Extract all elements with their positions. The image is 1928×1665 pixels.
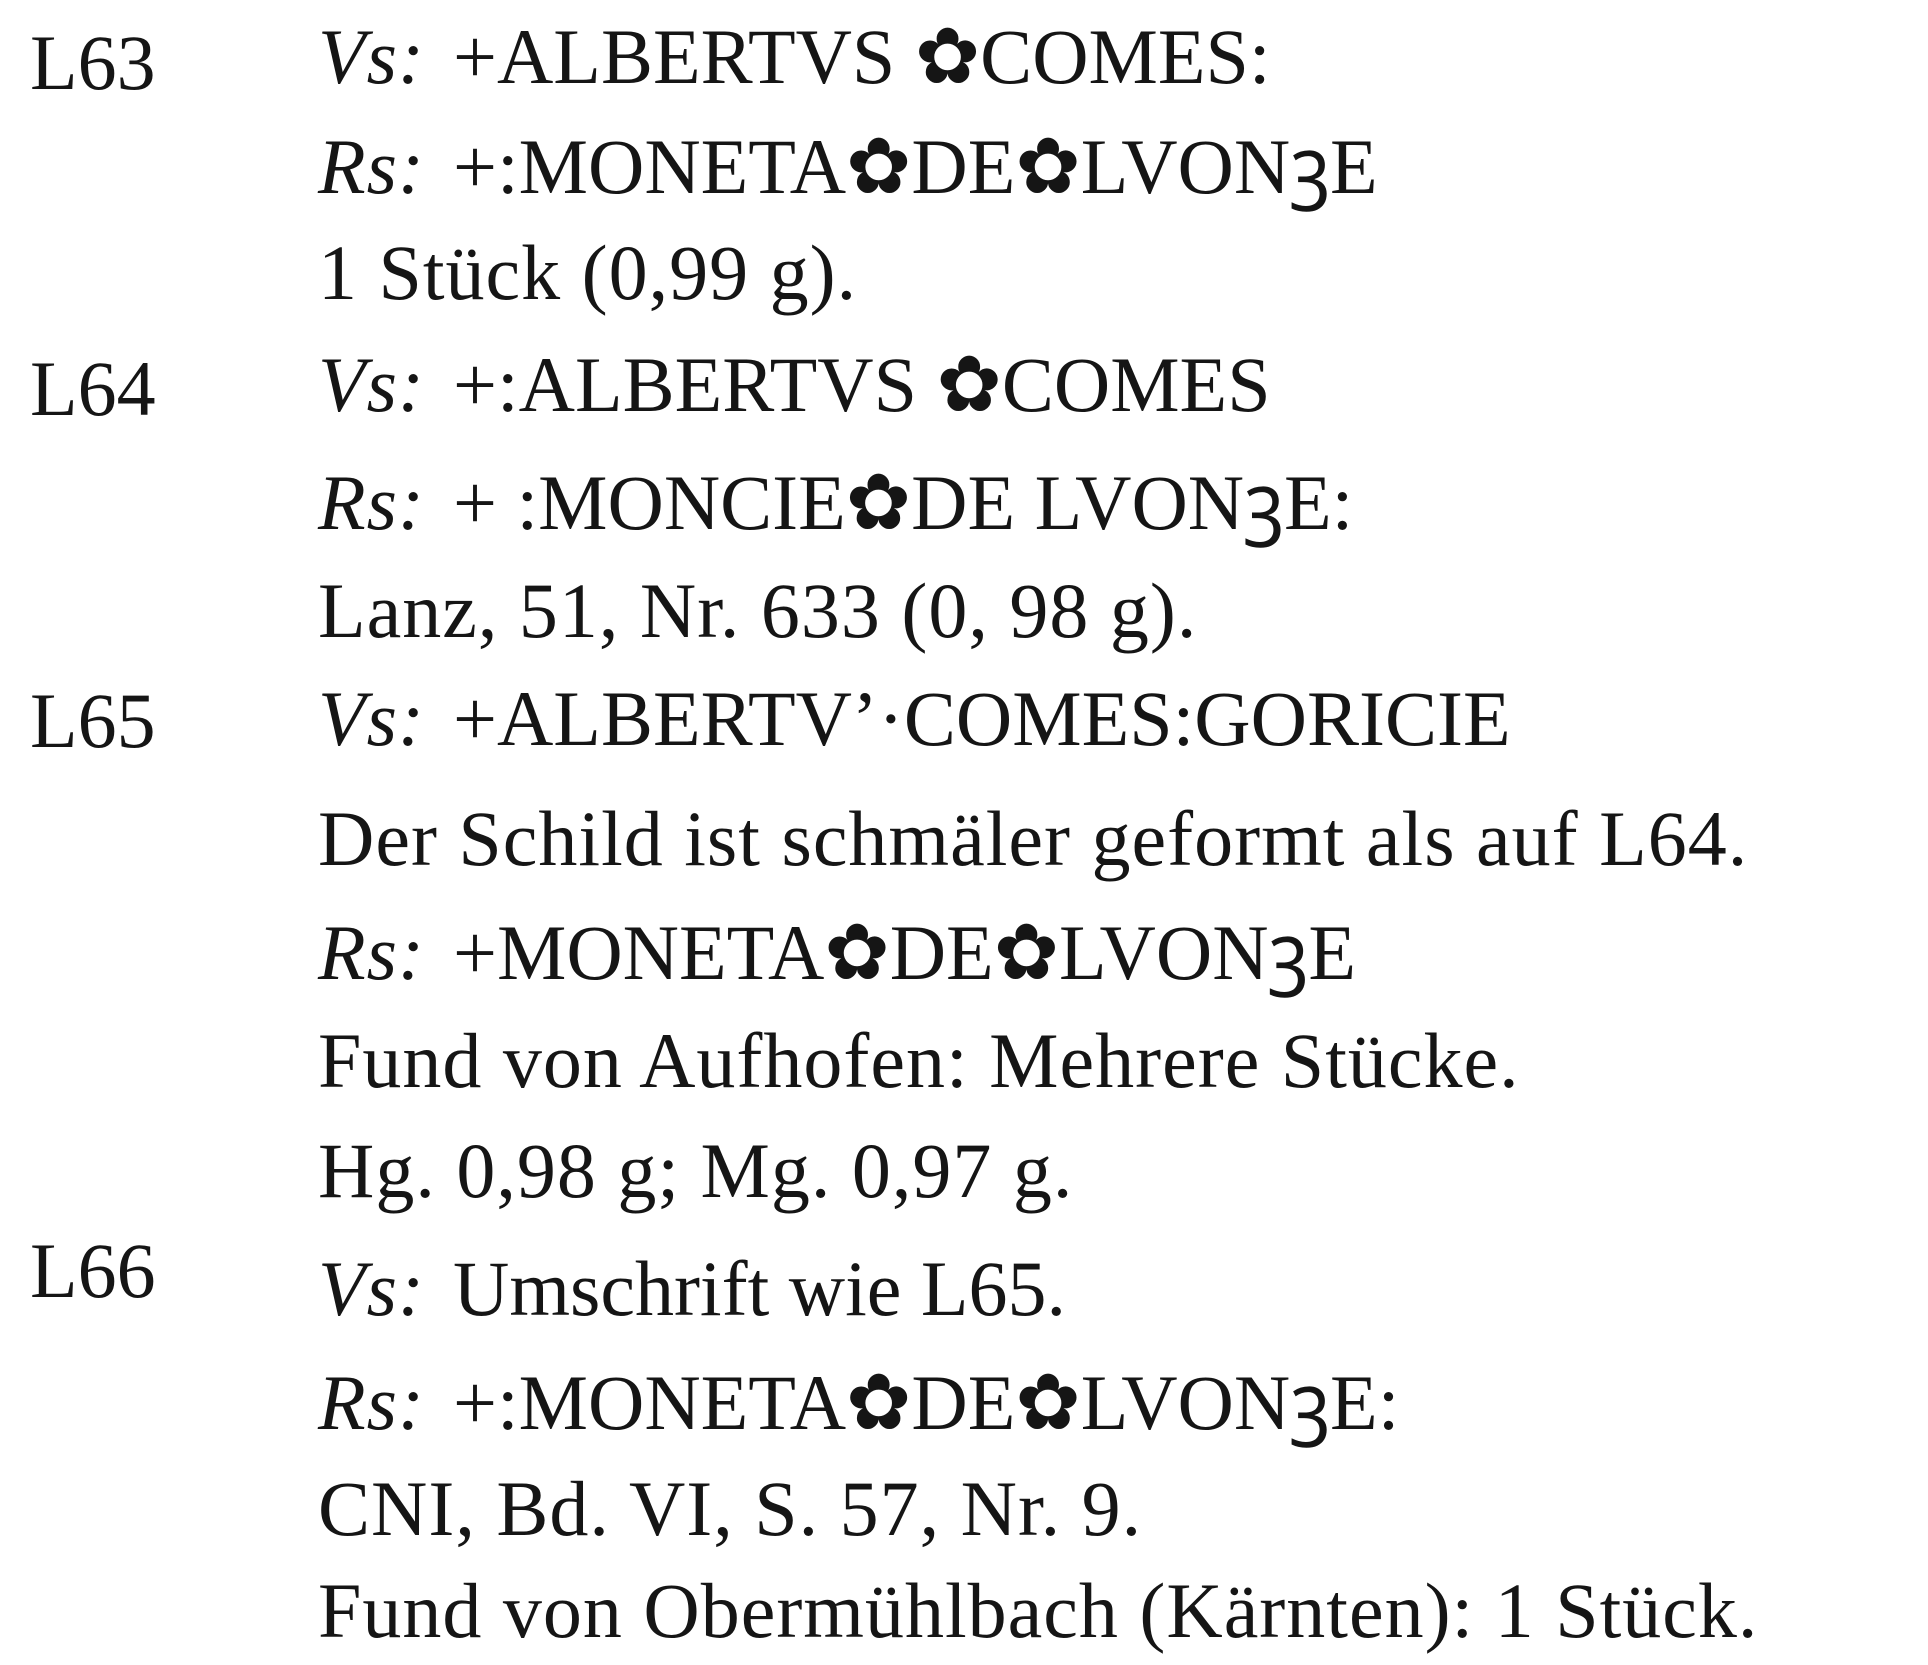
note-line: 1 Stück (0,99 g).: [318, 229, 858, 316]
reverse-label: Rs:: [318, 1359, 425, 1446]
entry-id-l65: L65: [30, 677, 156, 764]
reverse-legend: [318, 909, 1357, 996]
legend-text: +:MONETA✿DE✿LVONꝫE:: [452, 1359, 1400, 1446]
legend-text: +MONETA✿DE✿LVONꝫE: [452, 909, 1357, 996]
obverse-legend: [318, 675, 1511, 762]
obverse-label: Vs:: [318, 675, 425, 762]
reference-line: CNI, Bd. VI, S. 57, Nr. 9.: [318, 1465, 1143, 1552]
reverse-label: Rs:: [318, 123, 425, 210]
obverse-legend: [318, 13, 1271, 100]
obverse-legend: [318, 341, 1271, 428]
legend-text: +ALBERTVS ✿COMES:: [452, 13, 1271, 100]
legend-text: + :MONCIE✿DE LVONꝫE:: [452, 459, 1354, 546]
obverse-label: Vs:: [318, 1245, 425, 1332]
find-line: Fund von Obermühlbach (Kärnten): 1 Stück.: [318, 1567, 1759, 1654]
entry-id-l63: L63: [30, 19, 156, 106]
obverse-legend: [318, 1245, 1067, 1332]
reverse-label: Rs:: [318, 909, 425, 996]
legend-text: Umschrift wie L65.: [452, 1245, 1067, 1332]
legend-text: +:MONETA✿DE✿LVONꝫE: [452, 123, 1378, 210]
obverse-label: Vs:: [318, 341, 425, 428]
legend-text: +ALBERTV’·COMES:GORICIE: [452, 675, 1511, 762]
legend-text: +:ALBERTVS ✿COMES: [452, 341, 1271, 428]
reverse-legend: [318, 459, 1354, 546]
reference-line: Lanz, 51, Nr. 633 (0, 98 g).: [318, 567, 1198, 654]
reverse-legend: [318, 1359, 1400, 1446]
entry-id-l66: L66: [30, 1227, 156, 1314]
weight-line: Hg. 0,98 g; Mg. 0,97 g.: [318, 1127, 1074, 1214]
description-line: Der Schild ist schmäler geformt als auf L64.: [318, 795, 1749, 882]
reverse-label: Rs:: [318, 459, 425, 546]
entry-id-l64: L64: [30, 345, 156, 432]
reverse-legend: [318, 123, 1378, 210]
obverse-label: Vs:: [318, 13, 425, 100]
find-line: Fund von Aufhofen: Mehrere Stücke.: [318, 1017, 1520, 1104]
